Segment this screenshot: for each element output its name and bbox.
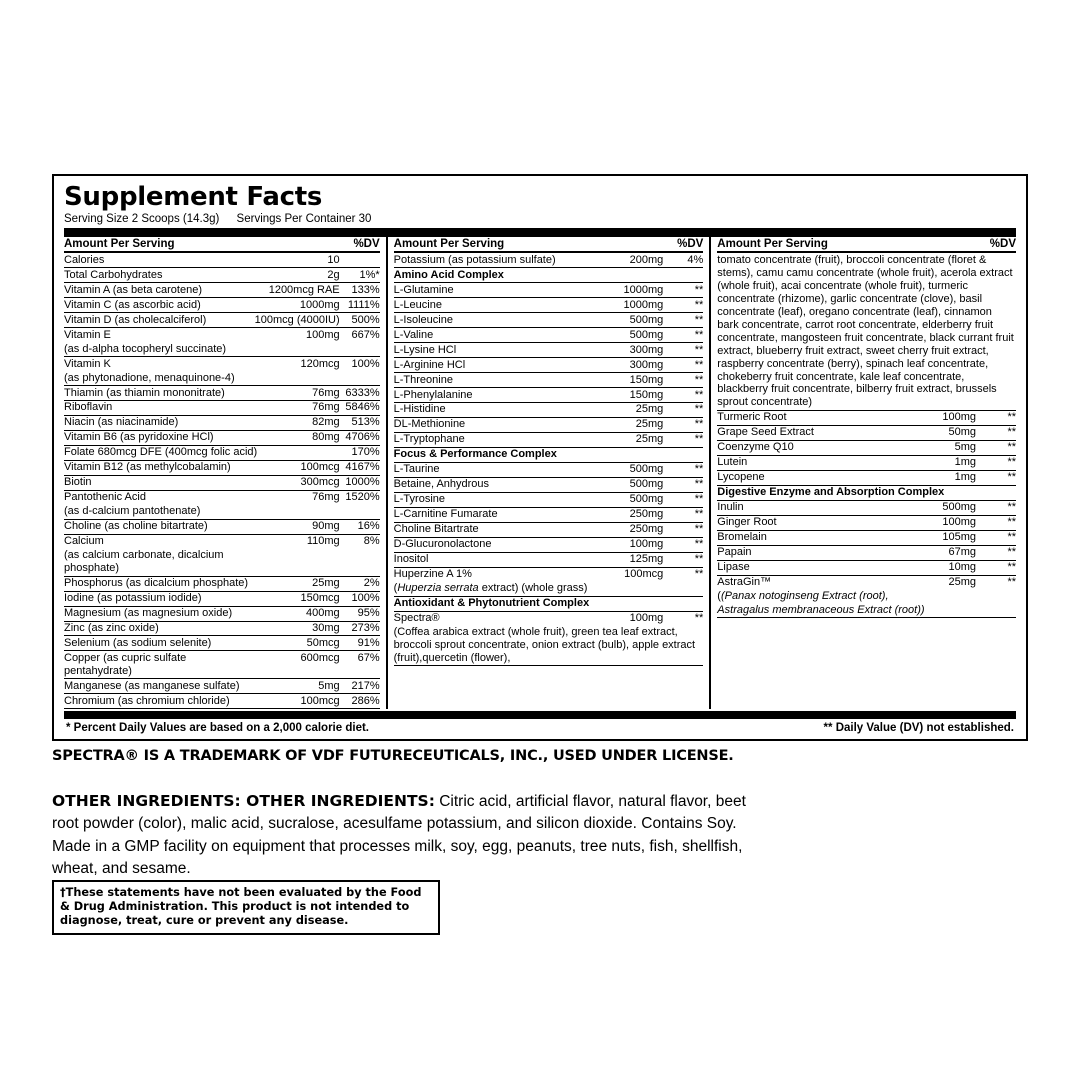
- nutrient-amount: 500mg: [599, 492, 663, 507]
- nutrient-dv: **: [663, 432, 703, 447]
- nutrient-amount: 5mg: [899, 440, 976, 455]
- nutrient-name: Zinc (as zinc oxide): [64, 621, 255, 636]
- nutrient-name: Manganese (as manganese sulfate): [64, 679, 255, 694]
- nutrient-amount: 10: [255, 253, 340, 267]
- nutrient-amount: 50mg: [899, 425, 976, 440]
- nutrient-name: Phosphorus (as dicalcium phosphate): [64, 576, 255, 591]
- nutrient-name: Riboflavin: [64, 400, 255, 415]
- spectra-blend-detail: (Coffea arabica extract (whole fruit), green tea leaf extract, broccoli sprout concentrate, onion extract (bulb), apple extract (fruit),quercetin (flower),: [394, 626, 704, 666]
- nutrient-amount: 1200mcg RAE: [255, 283, 340, 298]
- nutrient-amount: 100mg: [899, 410, 976, 425]
- nutrient-dv: **: [976, 455, 1016, 470]
- nutrient-name: Calcium: [64, 535, 104, 548]
- nutrient-name: L-Leucine: [394, 298, 600, 313]
- nutrient-name: Lutein: [717, 455, 898, 470]
- footnote-daily-value: * Percent Daily Values are based on a 2,000 calorie diet.: [66, 722, 369, 735]
- table-row: [394, 388, 704, 403]
- nutrient-name: L-Taurine: [394, 462, 600, 477]
- nutrient-dv: **: [976, 545, 1016, 560]
- table-row: [64, 253, 380, 267]
- nutrient-name: Vitamin B12 (as methylcobalamin): [64, 460, 255, 475]
- nutrient-amount: 80mg: [255, 430, 340, 445]
- nutrient-amount: 25mg: [255, 576, 340, 591]
- nutrient-dv: 4%: [663, 253, 703, 267]
- table-row: [64, 519, 380, 534]
- table-row: [717, 545, 1016, 560]
- nutrient-dv: **: [663, 358, 703, 373]
- nutrient-amount: 300mg: [599, 358, 663, 373]
- panel-footnotes: [64, 719, 1016, 735]
- nutrient-dv: **: [976, 560, 1016, 575]
- table-row: [394, 477, 704, 492]
- table-row: [394, 253, 704, 267]
- table-row: [64, 415, 380, 430]
- nutrient-amount: 500mg: [599, 328, 663, 343]
- table-row: [64, 621, 380, 636]
- nutrient-name: Huperzine A 1%: [393, 568, 472, 581]
- table-row: [64, 591, 380, 606]
- nutrient-amount: 1mg: [899, 470, 976, 485]
- nutrient-dv: **: [663, 477, 703, 492]
- nutrient-amount: 500mg: [599, 313, 663, 328]
- table-row: [64, 636, 380, 651]
- column-3-header: [717, 237, 1016, 253]
- nutrient-amount: 150mg: [599, 388, 663, 403]
- nutrient-name: Vitamin C (as ascorbic acid): [64, 298, 255, 313]
- table-row: [717, 410, 1016, 425]
- nutrient-name: L-Tyrosine: [394, 492, 600, 507]
- table-row: [394, 522, 704, 537]
- table-row: [64, 400, 380, 415]
- table-row: [64, 460, 380, 475]
- nutrient-amount: 300mg: [599, 343, 663, 358]
- nutrient-amount: 400mg: [255, 606, 340, 621]
- nutrient-name: Choline Bitartrate: [394, 522, 600, 537]
- table-row: [64, 430, 380, 445]
- table-row: [394, 268, 704, 283]
- nutrient-name: Vitamin A (as beta carotene): [64, 283, 255, 298]
- nutrient-amount: 250mg: [599, 522, 663, 537]
- footnote-dv-not-established: ** Daily Value (DV) not established.: [823, 722, 1014, 735]
- group-heading: Digestive Enzyme and Absorption Complex: [717, 485, 1016, 500]
- nutrient-name: Inositol: [394, 552, 600, 567]
- nutrient-dv: 217%: [340, 679, 380, 694]
- nutrient-amount: 105mg: [899, 530, 976, 545]
- nutrient-amount: 100mg: [629, 612, 664, 625]
- panel-column-2: [386, 237, 710, 709]
- column-1-header: [64, 237, 380, 253]
- nutrient-name: Thiamin (as thiamin mononitrate): [64, 386, 255, 401]
- nutrient-dv: **: [976, 425, 1016, 440]
- nutrient-amount: 2g: [255, 268, 340, 283]
- nutrient-dv: 1520%: [345, 491, 380, 504]
- table-row: [394, 417, 704, 432]
- table-row: [717, 530, 1016, 545]
- column-2-table: [394, 253, 704, 666]
- table-row: [64, 298, 380, 313]
- nutrient-dv: **: [976, 500, 1016, 515]
- nutrient-amount: 100mg: [899, 515, 976, 530]
- nutrient-dv: **: [663, 522, 703, 537]
- table-row: [394, 298, 704, 313]
- panel-column-3: [709, 237, 1016, 709]
- nutrient-name: Magnesium (as magnesium oxide): [64, 606, 255, 621]
- nutrient-name: L-Valine: [394, 328, 600, 343]
- nutrient-dv: **: [663, 537, 703, 552]
- nutrient-name: Inulin: [717, 500, 898, 515]
- table-row: [64, 694, 380, 709]
- nutrient-dv: 1%*: [340, 268, 380, 283]
- column-3-table: [717, 253, 1016, 618]
- nutrient-dv: 8%: [363, 535, 380, 548]
- latin-name-1: (Panax notoginseng Extract (root),: [720, 590, 889, 603]
- table-row: [717, 560, 1016, 575]
- nutrient-name: Grape Seed Extract: [717, 425, 898, 440]
- nutrient-dv: **: [1007, 576, 1016, 589]
- nutrient-name: Potassium (as potassium sulfate): [394, 253, 600, 267]
- nutrient-dv: **: [663, 507, 703, 522]
- nutrient-name: Vitamin K: [64, 357, 111, 370]
- nutrient-name: Choline (as choline bitartrate): [64, 519, 255, 534]
- nutrient-dv: 4167%: [340, 460, 380, 475]
- nutrient-dv: **: [663, 283, 703, 298]
- nutrient-name: Vitamin E: [64, 328, 111, 341]
- table-row: [64, 475, 380, 490]
- nutrient-dv: **: [976, 410, 1016, 425]
- nutrient-dv: **: [663, 373, 703, 388]
- table-row: [394, 492, 704, 507]
- nutrient-dv: **: [663, 492, 703, 507]
- table-row: [717, 575, 1016, 589]
- nutrient-name: L-Histidine: [394, 402, 600, 417]
- table-row: [717, 470, 1016, 485]
- nutrient-name: Vitamin B6 (as pyridoxine HCl): [64, 430, 255, 445]
- nutrient-dv: **: [663, 313, 703, 328]
- table-row: [394, 402, 704, 417]
- table-row: [394, 313, 704, 328]
- servings-per-container: Servings Per Container 30: [236, 213, 372, 226]
- nutrient-dv: 513%: [340, 415, 380, 430]
- table-row: [64, 576, 380, 591]
- nutrient-amount: 67mg: [899, 545, 976, 560]
- nutrient-name: L-Glutamine: [394, 283, 600, 298]
- nutrient-amount: 100mcg (4000IU): [254, 313, 340, 326]
- nutrient-dv: 273%: [340, 621, 380, 636]
- table-row: [717, 500, 1016, 515]
- nutrient-subnote: (as d-alpha tocopheryl succinate): [64, 342, 255, 356]
- astragin-detail-1: ((Panax notoginseng Extract (root),: [717, 590, 889, 603]
- serving-info: [64, 213, 1016, 225]
- latin-name-2: Astragalus membranaceous Extract (root)): [717, 604, 925, 617]
- nutrient-amount: 200mg: [599, 253, 663, 267]
- nutrient-amount: 120mcg: [300, 357, 340, 370]
- nutrient-amount: 25mg: [599, 417, 663, 432]
- table-row: [64, 328, 380, 342]
- nutrient-dv: 4706%: [340, 430, 380, 445]
- nutrient-dv: 67%: [340, 651, 380, 679]
- nutrient-dv: **: [694, 568, 704, 581]
- nutrient-name: Folate 680mcg DFE (400mcg folic acid): [64, 445, 340, 460]
- nutrient-amount: 100mcg: [624, 568, 664, 581]
- nutrient-dv: **: [976, 515, 1016, 530]
- nutrient-name: L-Carnitine Fumarate: [394, 507, 600, 522]
- nutrient-dv: 133%: [340, 283, 380, 298]
- table-row: [717, 485, 1016, 500]
- nutrient-name: Calories: [64, 253, 255, 267]
- nutrient-dv: 5846%: [340, 400, 380, 415]
- table-row: [64, 606, 380, 621]
- trademark-notice: SPECTRA® IS A TRADEMARK OF VDF FUTURECEUTICALS, INC., USED UNDER LICENSE.: [52, 748, 734, 764]
- nutrient-amount: 90mg: [255, 519, 340, 534]
- column-2-header-dv: %DV: [677, 238, 704, 251]
- nutrient-amount: 500mg: [599, 462, 663, 477]
- table-row: [717, 425, 1016, 440]
- column-1-header-dv: %DV: [353, 238, 380, 251]
- nutrient-amount: 76mg: [255, 386, 340, 401]
- nutrient-amount: 600mcg: [255, 651, 340, 679]
- nutrient-name: L-Tryptophane: [394, 432, 600, 447]
- astragin-detail-2: [717, 604, 1016, 618]
- column-1-header-amount: Amount Per Serving: [64, 238, 175, 251]
- nutrient-name: Iodine (as potassium iodide): [64, 591, 255, 606]
- nutrient-amount: 300mcg: [255, 475, 340, 490]
- nutrient-subnote: (as phytonadione, menaquinone-4): [64, 371, 255, 385]
- table-row: [64, 651, 380, 679]
- nutrient-amount: 125mg: [599, 552, 663, 567]
- table-row: [394, 567, 704, 581]
- table-row: [64, 505, 380, 519]
- table-row: [64, 386, 380, 401]
- supplement-facts-panel: [52, 174, 1028, 741]
- table-row: [394, 626, 704, 666]
- table-row: [64, 313, 380, 328]
- nutrient-amount: 100mg: [306, 328, 340, 341]
- serving-size: Serving Size 2 Scoops (14.3g): [64, 213, 220, 226]
- nutrient-dv: 2%: [340, 576, 380, 591]
- nutrient-name: Selenium (as sodium selenite): [64, 636, 255, 651]
- nutrient-name: Spectra®: [393, 612, 440, 625]
- table-row: [394, 582, 704, 596]
- nutrient-dv: 6333%: [340, 386, 380, 401]
- nutrient-dv: 286%: [340, 694, 380, 709]
- panel-bottom-rule: [64, 711, 1016, 719]
- table-row: [64, 549, 380, 576]
- column-3-header-dv: %DV: [989, 238, 1016, 251]
- nutrient-amount: 1000mg: [255, 298, 340, 313]
- nutrient-name: Pantothenic Acid: [64, 491, 146, 504]
- nutrient-name: L-Threonine: [394, 373, 600, 388]
- table-row: [394, 343, 704, 358]
- nutrient-name: Chromium (as chromium chloride): [64, 694, 255, 709]
- table-row: [717, 590, 1016, 604]
- table-row: [64, 445, 380, 460]
- table-row: [394, 358, 704, 373]
- nutrient-dv: **: [663, 328, 703, 343]
- table-row: [717, 455, 1016, 470]
- table-row: [717, 515, 1016, 530]
- spectra-blend-continued: tomato concentrate (fruit), broccoli concentrate (floret & stems), camu camu concentrate (whole fruit), acerola extract (whole fruit), acai concentrate (whole fruit), turmeric concentrate (rhizome), garlic concentrate (clove), basil concentrate (leaf), oregano concentrate (leaf), cinnamon bark concentrate, carrot root concentrate, elderberry fruit concentrate, mangosteen fruit concentrate, black currant fruit extract, blueberry fruit extract, sweet cherry fruit extract, raspberry concentrate (berry), spinach leaf concentrate, chokeberry fruit concentrate, kale leaf concentrate, blackberry fruit concentrate, bilberry fruit extract, brussels sprout concentrate): [717, 253, 1016, 410]
- nutrient-amount: 1000mg: [599, 298, 663, 313]
- nutrient-dv: **: [663, 388, 703, 403]
- nutrient-amount: 25mg: [599, 402, 663, 417]
- nutrient-subnote: (as d-calcium pantothenate): [64, 505, 255, 519]
- other-ingredients: [52, 790, 772, 881]
- nutrient-name: L-Phenylalanine: [394, 388, 600, 403]
- nutrient-amount: 25mg: [599, 432, 663, 447]
- latin-name: Huperzia serrata: [397, 582, 479, 595]
- nutrient-amount: 82mg: [255, 415, 340, 430]
- nutrient-amount: 150mg: [599, 373, 663, 388]
- table-row: [394, 507, 704, 522]
- nutrient-name: Betaine, Anhydrous: [394, 477, 600, 492]
- nutrient-name: D-Glucuronolactone: [394, 537, 600, 552]
- nutrient-name: L-Arginine HCl: [394, 358, 600, 373]
- nutrient-dv: 91%: [340, 636, 380, 651]
- nutrient-amount: 30mg: [255, 621, 340, 636]
- nutrient-dv: 170%: [340, 445, 380, 460]
- nutrient-amount: 76mg: [255, 400, 340, 415]
- table-row: [64, 371, 380, 385]
- nutrient-name: Niacin (as niacinamide): [64, 415, 255, 430]
- column-2-header-amount: Amount Per Serving: [393, 238, 505, 251]
- panel-title: Supplement Facts: [64, 182, 323, 212]
- nutrient-amount: 1mg: [899, 455, 976, 470]
- table-row: [394, 328, 704, 343]
- nutrient-dv: **: [663, 343, 703, 358]
- nutrient-amount: 5mg: [255, 679, 340, 694]
- nutrient-name: DL-Methionine: [394, 417, 600, 432]
- nutrient-name: Total Carbohydrates: [64, 268, 255, 283]
- table-row: [717, 253, 1016, 410]
- panel-columns: [64, 237, 1016, 709]
- nutrient-name: Copper (as cupric sulfate pentahydrate): [64, 651, 255, 679]
- fda-disclaimer-box: †These statements have not been evaluated by the Food & Drug Administration. This product is not intended to diagnose, treat, cure or prevent any disease.: [52, 880, 440, 935]
- table-row: [394, 283, 704, 298]
- nutrient-amount: 76mg: [312, 491, 340, 504]
- nutrient-dv: **: [663, 417, 703, 432]
- table-row: [64, 534, 380, 548]
- nutrient-dv: 500%: [340, 313, 380, 328]
- nutrient-amount: 1000mg: [599, 283, 663, 298]
- table-row: [394, 432, 704, 447]
- nutrient-dv: **: [976, 470, 1016, 485]
- nutrient-dv: **: [663, 462, 703, 477]
- table-row: [394, 552, 704, 567]
- other-ingredients-body: Citric acid, artificial flavor, natural flavor, beet root powder (color), malic acid, sucralose, acesulfame potassium, and silicon dioxide. Contains Soy. Made in a GMP facility on equipment that processes milk, soy, egg, peanuts, tree nuts, fish, shellfish, wheat, and sesame.: [52, 793, 746, 878]
- nutrient-amount: 100mcg: [255, 460, 340, 475]
- nutrient-name: L-Lysine HCl: [394, 343, 600, 358]
- nutrient-dv: 667%: [351, 328, 380, 341]
- nutrient-amount: 50mcg: [255, 636, 340, 651]
- nutrient-name: AstraGin™: [717, 576, 772, 589]
- group-heading: Focus & Performance Complex: [394, 447, 704, 462]
- table-row: [394, 447, 704, 462]
- nutrient-name: Turmeric Root: [717, 410, 898, 425]
- table-row: [394, 462, 704, 477]
- table-row: [394, 611, 704, 625]
- column-2-header: [394, 237, 704, 253]
- table-row: [394, 373, 704, 388]
- nutrient-dv: 1111%: [340, 298, 380, 313]
- table-row: [64, 268, 380, 283]
- nutrient-dv: **: [694, 612, 704, 625]
- nutrient-amount: 10mg: [899, 560, 976, 575]
- nutrient-name: Vitamin D (as cholecalciferol): [64, 313, 255, 328]
- group-heading: Amino Acid Complex: [394, 268, 704, 283]
- nutrient-name: Bromelain: [717, 530, 898, 545]
- other-ingredients-label: OTHER INGREDIENTS: OTHER INGREDIENTS:: [52, 792, 435, 810]
- nutrient-amount: 100mcg: [255, 694, 340, 709]
- nutrient-amount: 110mg: [306, 535, 340, 548]
- nutrient-amount: 100mg: [599, 537, 663, 552]
- nutrient-name: Coenzyme Q10: [717, 440, 898, 455]
- nutrient-subnote: (as calcium carbonate, dicalcium phosphate): [64, 549, 255, 576]
- nutrient-amount: 500mg: [899, 500, 976, 515]
- panel-column-1: [64, 237, 386, 709]
- nutrient-dv: 95%: [340, 606, 380, 621]
- table-row: [64, 283, 380, 298]
- nutrient-dv: 100%: [351, 357, 380, 370]
- column-3-header-amount: Amount Per Serving: [717, 238, 828, 251]
- table-row: [394, 537, 704, 552]
- nutrient-amount: 500mg: [599, 477, 663, 492]
- nutrient-name: Ginger Root: [717, 515, 898, 530]
- nutrient-name: Lipase: [717, 560, 898, 575]
- nutrient-name: Biotin: [64, 475, 255, 490]
- table-row: [64, 490, 380, 504]
- panel-top-rule: [64, 228, 1016, 237]
- nutrient-dv: 16%: [340, 519, 380, 534]
- nutrient-dv: **: [976, 440, 1016, 455]
- nutrient-dv: 1000%: [340, 475, 380, 490]
- nutrient-amount: 25mg: [948, 576, 976, 589]
- nutrient-name: Lycopene: [717, 470, 898, 485]
- nutrient-dv: 100%: [340, 591, 380, 606]
- table-row: [64, 679, 380, 694]
- nutrient-name: L-Isoleucine: [394, 313, 600, 328]
- table-row: [717, 604, 1016, 618]
- table-row: [717, 440, 1016, 455]
- nutrient-dv: **: [976, 530, 1016, 545]
- table-row: [64, 342, 380, 356]
- nutrient-name: Papain: [717, 545, 898, 560]
- table-row: [64, 357, 380, 371]
- table-row: [394, 596, 704, 611]
- nutrient-dv: **: [663, 552, 703, 567]
- group-heading: Antioxidant & Phytonutrient Complex: [394, 596, 704, 611]
- nutrient-dv: [340, 253, 380, 267]
- nutrient-subnote: (Huperzia serrata extract) (whole grass): [394, 582, 704, 596]
- nutrient-amount: 150mcg: [255, 591, 340, 606]
- nutrient-dv: **: [663, 298, 703, 313]
- nutrient-dv: **: [663, 402, 703, 417]
- nutrient-amount: 250mg: [599, 507, 663, 522]
- column-1-table: [64, 253, 380, 709]
